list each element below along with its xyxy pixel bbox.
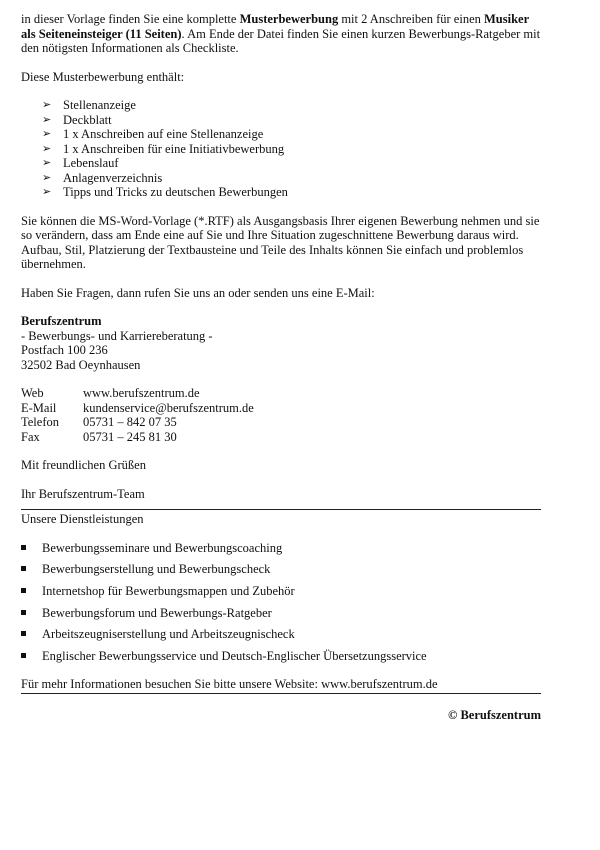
list-item bbox=[21, 127, 541, 142]
list-item bbox=[21, 156, 541, 171]
company-subtitle: - Bewerbungs- und Karriereberatung - bbox=[21, 328, 213, 343]
list-item bbox=[21, 584, 541, 606]
list-item bbox=[21, 541, 541, 563]
list-item-label: Anlagenverzeichnis bbox=[63, 170, 163, 185]
intro-text-2: mit 2 Anschreiben für einen bbox=[338, 12, 484, 26]
list-item-label: Lebenslauf bbox=[63, 156, 119, 170]
service-label: Bewerbungsseminare und Bewerbungscoaching bbox=[42, 540, 283, 555]
contact-web bbox=[21, 386, 541, 401]
arrow-bullet-icon: ➢ bbox=[42, 99, 52, 111]
divider bbox=[21, 509, 541, 510]
service-label: Internetshop für Bewerbungsmappen und Zubehör bbox=[42, 583, 295, 598]
contact-label: Web bbox=[21, 386, 44, 400]
contact-value[interactable]: www.berufszentrum.de bbox=[83, 386, 200, 400]
service-label: Bewerbungsforum und Bewerbungs-Ratgeber bbox=[42, 605, 272, 620]
arrow-bullet-icon: ➢ bbox=[42, 171, 52, 184]
list-item bbox=[21, 98, 541, 113]
intro-text-3: . Am Ende der Datei finden Sie einen kurzen Bewerbungs-Ratgeber mit den nötigsten Informationen als Checkliste. bbox=[21, 26, 541, 55]
intro-text-1: in dieser Vorlage finden Sie eine komplette bbox=[21, 12, 240, 26]
greeting: Mit freundlichen Grüßen bbox=[21, 458, 146, 472]
list-item-label: 1 x Anschreiben für eine Initiativbewerbung bbox=[63, 141, 285, 156]
contents-heading: Diese Musterbewerbung enthält: bbox=[21, 69, 185, 84]
intro-bold-1: Musterbewerbung bbox=[239, 12, 339, 26]
list-item-label: 1 x Anschreiben auf eine Stellenanzeige bbox=[63, 127, 264, 141]
list-item bbox=[21, 142, 541, 157]
service-label: Englischer Bewerbungsservice und Deutsch-Englischer Übersetzungsservice bbox=[42, 648, 427, 663]
arrow-bullet-icon: ➢ bbox=[42, 142, 52, 155]
contact-label: Telefon bbox=[21, 415, 59, 429]
arrow-bullet-icon: ➢ bbox=[42, 113, 52, 126]
list-item-label: Deckblatt bbox=[63, 112, 112, 127]
usage-paragraph: Sie können die MS-Word-Vorlage (*.RTF) als Ausgangsbasis Ihrer eigenen Bewerbung nehmen und sie so verändern, dass am Ende eine auf Sie und Ihre Situation zugeschnittene Bewerbung daraus wird. Aufbau, Stil, Platzierung der Textbausteine und Teile des Inhalts können Sie einfach und problemlos übernehmen. bbox=[21, 213, 540, 271]
list-item bbox=[21, 185, 541, 200]
contact-label: Fax bbox=[21, 429, 40, 444]
services-list bbox=[21, 541, 541, 671]
square-bullet-icon bbox=[21, 588, 26, 593]
arrow-bullet-icon: ➢ bbox=[42, 128, 52, 140]
contact-label: E-Mail bbox=[21, 400, 57, 415]
square-bullet-icon bbox=[21, 653, 26, 658]
intro-bold-2: Musiker als Seiteneinsteiger (11 Seiten) bbox=[21, 12, 529, 41]
list-item-label: Stellenanzeige bbox=[63, 98, 136, 112]
square-bullet-icon bbox=[21, 566, 26, 571]
company-city: 32502 Bad Oeynhausen bbox=[21, 357, 141, 372]
arrow-bullet-icon: ➢ bbox=[42, 157, 52, 169]
intro-paragraph bbox=[21, 12, 541, 56]
square-bullet-icon bbox=[21, 631, 26, 636]
contact-email bbox=[21, 401, 541, 416]
contact-phone bbox=[21, 415, 541, 430]
signature: Ihr Berufszentrum-Team bbox=[21, 486, 145, 501]
copyright: © Berufszentrum bbox=[448, 708, 541, 723]
company-street: Postfach 100 236 bbox=[21, 343, 108, 357]
list-item bbox=[21, 606, 541, 628]
list-item bbox=[21, 649, 541, 671]
company-name-text: Berufszentrum bbox=[21, 314, 102, 328]
arrow-bullet-icon: ➢ bbox=[42, 186, 52, 198]
contents-list bbox=[21, 98, 541, 200]
contact-value: 05731 – 245 81 30 bbox=[83, 429, 177, 444]
footer-info: Für mehr Informationen besuchen Sie bitte unsere Website: www.berufszentrum.de bbox=[21, 676, 438, 691]
contact-fax bbox=[21, 430, 541, 445]
divider bbox=[21, 693, 541, 694]
list-item bbox=[21, 562, 541, 584]
square-bullet-icon bbox=[21, 545, 26, 550]
contact-value[interactable]: kundenservice@berufszentrum.de bbox=[83, 400, 254, 415]
questions-paragraph: Haben Sie Fragen, dann rufen Sie uns an oder senden uns eine E-Mail: bbox=[21, 285, 375, 300]
company-name bbox=[21, 314, 541, 329]
service-label: Bewerbungserstellung und Bewerbungscheck bbox=[42, 562, 271, 577]
list-item bbox=[21, 171, 541, 186]
list-item bbox=[21, 113, 541, 128]
services-heading: Unsere Dienstleistungen bbox=[21, 512, 144, 526]
list-item-label: Tipps und Tricks zu deutschen Bewerbungen bbox=[63, 185, 288, 199]
contact-value: 05731 – 842 07 35 bbox=[83, 415, 177, 429]
service-label: Arbeitszeugniserstellung und Arbeitszeugnischeck bbox=[42, 627, 295, 642]
list-item bbox=[21, 627, 541, 649]
square-bullet-icon bbox=[21, 610, 26, 615]
document-page bbox=[21, 12, 541, 723]
